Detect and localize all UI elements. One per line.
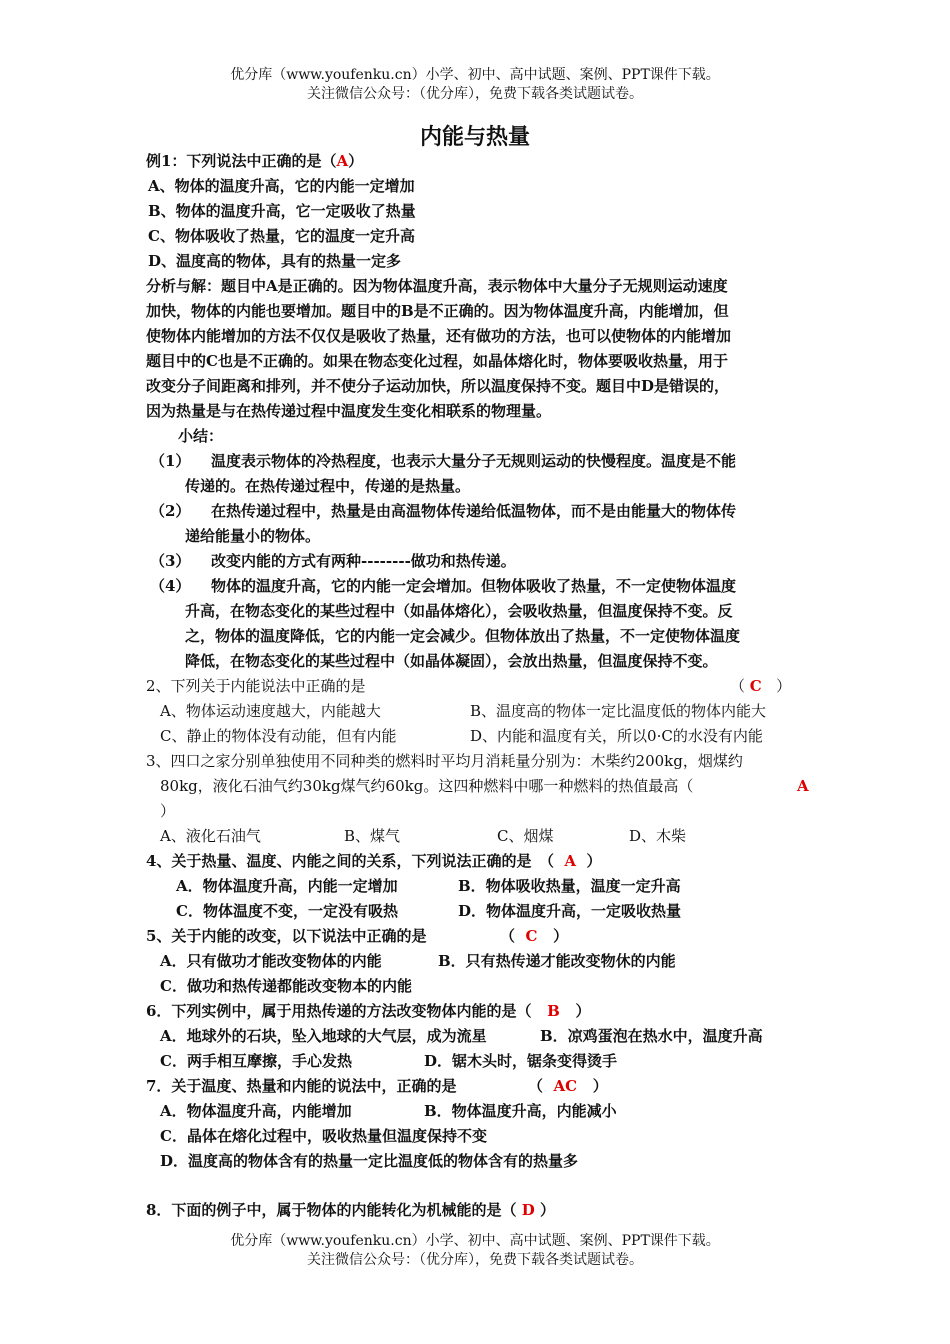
page-title: 内能与热量 — [419, 124, 530, 150]
q4-stem: 4、关于热量、温度、内能之间的关系，下列说法正确的是 （ A ） — [146, 852, 602, 870]
summary-item-4-line: 降低，在物态变化的某些过程中（如晶体凝固），会放出热量，但温度保持不变。 — [185, 652, 718, 670]
ex1-analysis-line: 加快，物体的内能也要增加。题目中的B是不正确的。因为物体温度升高，内能增加，但 — [146, 302, 729, 320]
q7-option-c: C．晶体在熔化过程中，吸收热量但温度保持不变 — [160, 1127, 487, 1145]
ex1-analysis-line: 使物体内能增加的方法不仅仅是吸收了热量，还有做功的方法，也可以使物体的内能增加 — [146, 327, 732, 345]
q7-answer: AC — [553, 1077, 578, 1095]
summary-item-1-line: 温度表示物体的冷热程度，也表示大量分子无规则运动的快慢程度。温度是不能 — [211, 452, 737, 470]
summary-item-1-line: 传递的。在热传递过程中，传递的是热量。 — [185, 477, 471, 495]
q2-stem: 2、下列关于内能说法中正确的是 — [146, 677, 366, 695]
q7-answer-slot: （ AC ） — [528, 1077, 608, 1095]
q3-answer: A — [797, 777, 809, 795]
summary-item-4-line: 之，物体的温度降低，它的内能一定会减少。但物体放出了热量，不一定使物体温度 — [185, 627, 741, 645]
footer-line-1: 优分库（www.youfenku.cn）小学、初中、高中试题、案例、PPT课件下载。 — [230, 1233, 720, 1249]
footer-line-2: 关注微信公众号：（优分库），免费下载各类试题试卷。 — [307, 1252, 643, 1268]
q4-option-c: C．物体温度不变，一定没有吸热 — [176, 902, 398, 920]
q5-option-c: C．做功和热传递都能改变物本的内能 — [160, 977, 412, 995]
summary-item-4-line: 物体的温度升高，它的内能一定会增加。但物体吸收了热量，不一定使物体温度 — [211, 577, 737, 595]
q3-stem-close: ） — [160, 802, 176, 820]
q7-stem: 7．关于温度、热量和内能的说法中，正确的是 — [146, 1077, 457, 1095]
q5-stem: 5、关于内能的改变，以下说法中正确的是 — [146, 927, 427, 945]
q3-option-b: B、煤气 — [344, 827, 401, 845]
q8-answer: D — [521, 1201, 535, 1219]
ex1-analysis-line: 改变分子间距离和排列，并不使分子运动加快，所以温度保持不变。题目中D是错误的， — [146, 377, 730, 395]
q6-option-d: D．锯木头时，锯条变得烫手 — [424, 1052, 618, 1070]
q3-stem-line: 80kg，液化石油气约30kg煤气约60kg。这四种燃料中哪一种燃料的热值最高（ — [160, 777, 694, 795]
q2-answer: C — [749, 677, 762, 695]
summary-item-2-line: 递给能量小的物体。 — [185, 527, 321, 545]
summary-item-2-line: 在热传递过程中，热量是由高温物体传递给低温物体，而不是由能量大的物体传 — [211, 502, 737, 520]
ex1-analysis-line: 分析与解：题目中A是正确的。因为物体温度升高，表示物体中大量分子无规则运动速度 — [146, 277, 728, 295]
q2-option-c: C、静止的物体没有动能，但有内能 — [160, 727, 397, 745]
q5-option-a: A．只有做功才能改变物体的内能 — [160, 952, 382, 970]
header-line-2: 关注微信公众号：（优分库），免费下载各类试题试卷。 — [307, 86, 643, 102]
q2-answer-slot: （ C ） — [730, 677, 792, 695]
q4-answer: A — [564, 852, 577, 870]
q7-option-d: D．温度高的物体含有的热量一定比温度低的物体含有的热量多 — [160, 1152, 579, 1170]
q7-option-b: B．物体温度升高，内能减小 — [424, 1102, 617, 1120]
ex1-analysis-line: 因为热量是与在热传递过程中温度发生变化相联系的物理量。 — [146, 402, 552, 420]
q8-stem: 8．下面的例子中，属于物体的内能转化为机械能的是（ D ） — [146, 1201, 555, 1219]
summary-item-2-num: （2） — [150, 502, 191, 520]
q4-option-a: A．物体温度升高，内能一定增加 — [176, 877, 398, 895]
q6-stem: 6．下列实例中，属于用热传递的方法改变物体内能的是（ B ） — [146, 1002, 591, 1020]
summary-item-4-line: 升高，在物态变化的某些过程中（如晶体熔化），会吸收热量，但温度保持不变。反 — [185, 602, 733, 620]
q5-answer: C — [525, 927, 538, 945]
q3-stem-line: 3、四口之家分别单独使用不同种类的燃料时平均月消耗量分别为：木柴约200kg，烟煤约 — [146, 752, 743, 770]
q3-option-d: D、木柴 — [629, 827, 687, 845]
q6-option-c: C．两手相互摩擦，手心发热 — [160, 1052, 352, 1070]
ex1-analysis-line: 题目中的C也是不正确的。如果在物态变化过程，如晶体熔化时，物体要吸收热量，用于 — [146, 352, 728, 370]
ex1-option-b: B、物体的温度升高，它一定吸收了热量 — [148, 202, 416, 220]
ex1-option-a: A、物体的温度升高，它的内能一定增加 — [148, 177, 415, 195]
q4-option-d: D．物体温度升高，一定吸收热量 — [458, 902, 682, 920]
q4-option-b: B．物体吸收热量，温度一定升高 — [458, 877, 681, 895]
ex1-option-d: D、温度高的物体，具有的热量一定多 — [148, 252, 402, 270]
ex1-option-c: C、物体吸收了热量，它的温度一定升高 — [148, 227, 415, 245]
ex1-answer: A — [336, 152, 349, 170]
ex1-stem: 例1：下列说法中正确的是（A） — [146, 152, 364, 170]
summary-heading: 小结： — [178, 427, 224, 445]
q3-option-c: C、烟煤 — [497, 827, 554, 845]
q6-option-b: B．凉鸡蛋泡在热水中，温度升高 — [540, 1027, 763, 1045]
q5-option-b: B．只有热传递才能改变物休的内能 — [438, 952, 676, 970]
summary-item-3-line: 改变内能的方式有两种--------做功和热传递。 — [211, 552, 516, 570]
q7-option-a: A．物体温度升高，内能增加 — [160, 1102, 352, 1120]
q3-option-a: A、液化石油气 — [160, 827, 261, 845]
q2-option-b: B、温度高的物体一定比温度低的物体内能大 — [470, 702, 767, 720]
q6-answer: B — [547, 1002, 560, 1020]
q2-option-d: D、内能和温度有关，所以0·C的水没有内能 — [470, 727, 763, 745]
summary-item-4-num: （4） — [150, 577, 191, 595]
q2-option-a: A、物体运动速度越大，内能越大 — [160, 702, 381, 720]
summary-item-1-num: （1） — [150, 452, 191, 470]
summary-item-3-num: （3） — [150, 552, 191, 570]
q6-option-a: A．地球外的石块，坠入地球的大气层，成为流星 — [160, 1027, 487, 1045]
header-line-1: 优分库（www.youfenku.cn）小学、初中、高中试题、案例、PPT课件下载。 — [230, 67, 720, 83]
q5-answer-slot: （ C ） — [500, 927, 569, 945]
